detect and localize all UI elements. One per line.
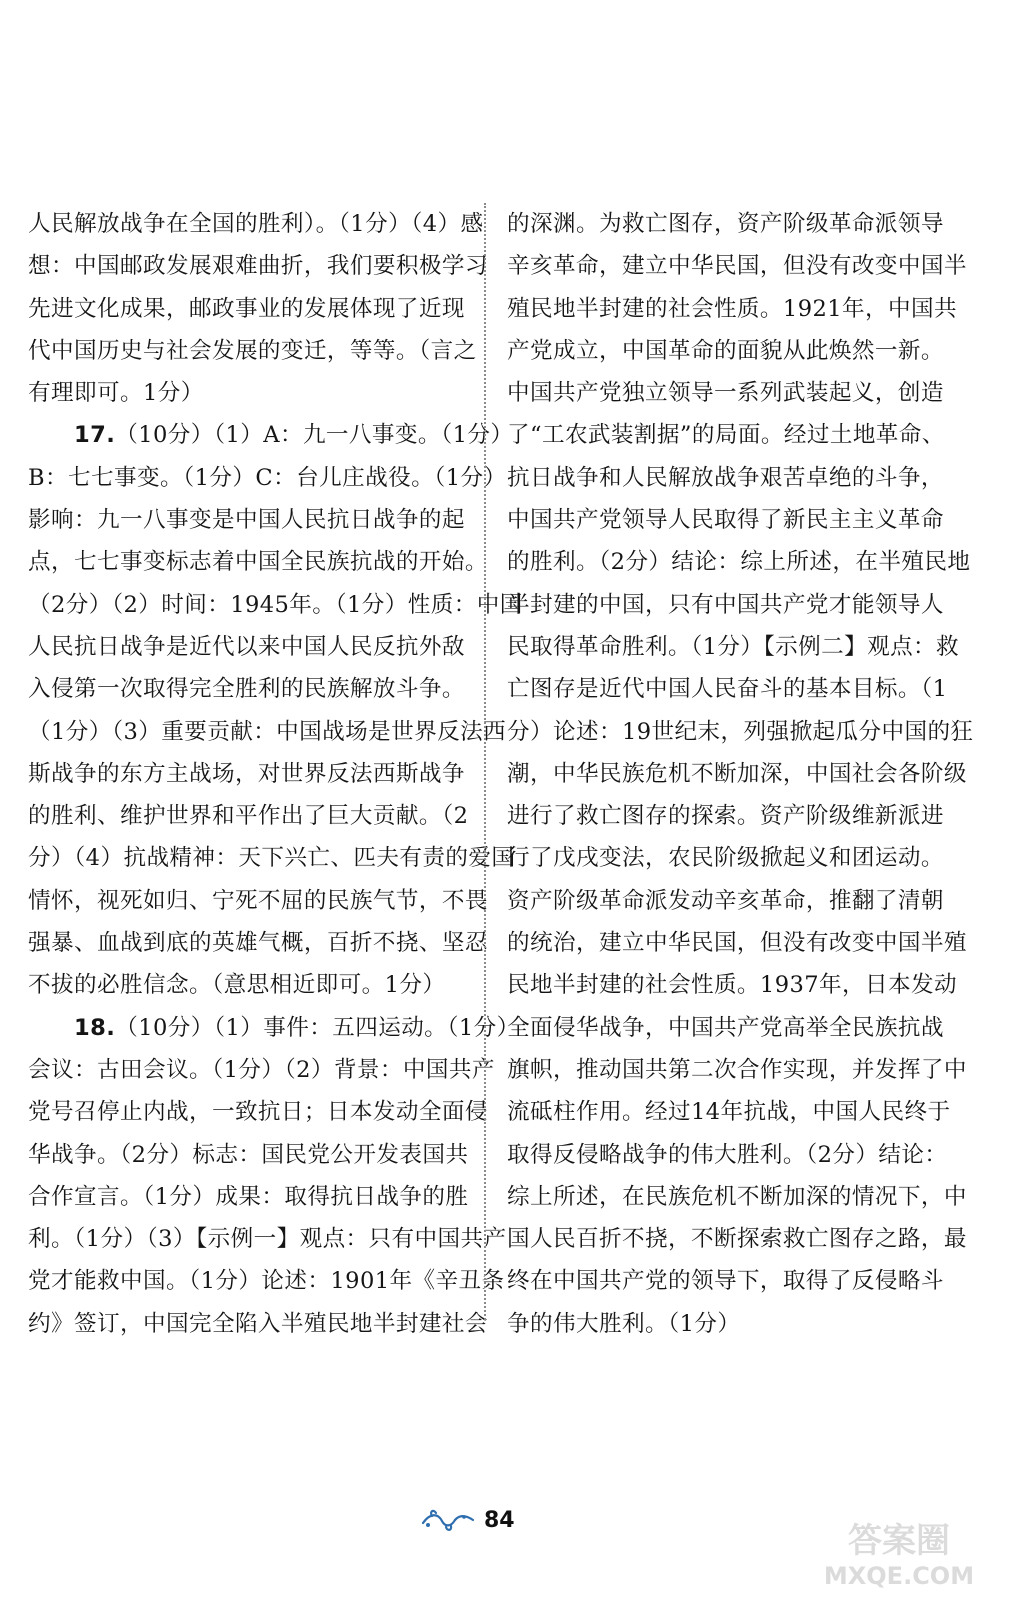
line-text: 利。（1分）（3）【示例一】观点：只有中国共产 — [28, 1226, 507, 1253]
text-line — [507, 372, 947, 414]
line-text: 资产阶级革命派发动辛亥革命，推翻了清朝 — [507, 887, 944, 914]
text-line — [507, 1176, 967, 1218]
question-number: 17. — [74, 422, 116, 449]
text-line — [28, 964, 468, 1006]
line-text: 终在中国共产党的领导下，取得了反侵略斗 — [507, 1268, 944, 1295]
page-number: 84 — [484, 1507, 515, 1533]
text-line — [28, 837, 515, 879]
line-text: 争的伟大胜利。（1分） — [507, 1310, 741, 1337]
svg-text:MXQE.COM: MXQE.COM — [823, 1562, 975, 1590]
text-line — [28, 668, 468, 710]
text-line — [507, 499, 947, 541]
text-line — [28, 1218, 507, 1260]
line-text: 的胜利、维护世界和平作出了巨大贡献。（2 — [28, 803, 469, 830]
text-line — [507, 541, 971, 583]
text-line — [28, 1303, 488, 1345]
text-line — [507, 795, 947, 837]
text-line — [28, 288, 468, 330]
line-text: 点，七七事变标志着中国全民族抗战的开始。 — [28, 549, 488, 576]
line-text: 的统治，建立中华民国，但没有改变中国半殖 — [507, 930, 967, 957]
line-text: 旗帜，推动国共第二次合作实现，并发挥了中 — [507, 1056, 967, 1083]
line-text: 合作宣言。（1分）成果：取得抗日战争的胜 — [28, 1183, 469, 1210]
text-line — [28, 711, 507, 753]
line-text: 民取得革命胜利。（1分）【示例二】观点：救 — [507, 633, 960, 660]
text-line — [28, 753, 468, 795]
line-text: 产党成立，中国革命的面貌从此焕然一新。 — [507, 337, 944, 364]
svg-text:答案圈: 答案圈 — [848, 1521, 950, 1561]
text-line — [28, 1260, 505, 1302]
question-number: 18. — [74, 1014, 116, 1041]
text-line — [507, 203, 947, 245]
text-line — [28, 880, 488, 922]
text-line — [28, 372, 468, 414]
text-line — [28, 499, 468, 541]
text-line — [507, 880, 947, 922]
text-line — [28, 626, 468, 668]
leaf-swirl-icon — [420, 1507, 476, 1533]
text-line — [28, 1134, 468, 1176]
left-column — [28, 203, 523, 1345]
line-text: 殖民地半封建的社会性质。1921年，中国共 — [507, 295, 957, 322]
line-text: 党号召停止内战，一致抗日；日本发动全面侵 — [28, 1099, 488, 1126]
text-line — [507, 753, 967, 795]
text-line — [507, 457, 947, 499]
line-text: 影响：九一八事变是中国人民抗日战争的起 — [28, 507, 465, 534]
text-line — [28, 1176, 468, 1218]
line-text: 亡图存是近代中国人民奋斗的基本目标。（1 — [507, 676, 948, 703]
text-line — [507, 964, 957, 1006]
line-text: 入侵第一次取得完全胜利的民族解放斗争。 — [28, 676, 465, 703]
text-line — [28, 1049, 495, 1091]
line-text: 情怀，视死如归、宁死不屈的民族气节，不畏 — [28, 887, 488, 914]
line-text: 国人民百折不挠，不断探索救亡图存之路，最 — [507, 1226, 967, 1253]
text-line — [507, 711, 974, 753]
text-line — [507, 922, 967, 964]
text-line — [507, 1260, 947, 1302]
line-text: 分）论述：19世纪末，列强掀起瓜分中国的狂 — [507, 718, 974, 745]
line-text: 进行了救亡图存的探索。资产阶级维新派进 — [507, 803, 944, 830]
text-line — [28, 203, 484, 245]
text-line — [507, 414, 947, 456]
text-line — [507, 1134, 947, 1176]
right-column — [507, 203, 974, 1345]
text-line — [507, 288, 957, 330]
line-text: 人民解放战争在全国的胜利）。（1分）（4）感 — [28, 211, 484, 237]
line-text: 流砥柱作用。经过14年抗战，中国人民终于 — [507, 1099, 951, 1126]
text-line — [28, 1091, 488, 1133]
line-text: （10分）（1）事件：五四运动。（1分） — [115, 1014, 520, 1041]
line-text: （10分）（1）A：九一八事变。（1分） — [115, 422, 514, 449]
line-text: 行了戊戌变法，农民阶级掀起义和团运动。 — [507, 845, 944, 872]
line-text: 代中国历史与社会发展的变迁，等等。（言之 — [28, 337, 477, 364]
text-line — [28, 245, 488, 287]
text-line — [28, 541, 488, 583]
line-text: 中国共产党独立领导一系列武装起义，创造 — [507, 380, 944, 407]
line-text: 半封建的中国，只有中国共产党才能领导人 — [507, 591, 944, 618]
text-line — [28, 1007, 520, 1049]
line-text: （2分）（2）时间：1945年。（1分）性质：中国 — [28, 591, 523, 618]
line-text: 华战争。（2分）标志：国民党公开发表国共 — [28, 1141, 469, 1168]
line-text: （1分）（3）重要贡献：中国战场是世界反法西 — [28, 718, 507, 745]
text-line — [28, 795, 468, 837]
text-line — [507, 1049, 967, 1091]
text-line — [507, 668, 947, 710]
text-line — [507, 1303, 947, 1345]
line-text: 全面侵华战争，中国共产党高举全民族抗战 — [507, 1014, 944, 1041]
line-text: 人民抗日战争是近代以来中国人民反抗外敌 — [28, 633, 465, 660]
line-text: B：七七事变。（1分）C：台儿庄战役。（1分） — [28, 464, 507, 491]
line-text: 强暴、血战到底的英雄气概，百折不挠、坚忍 — [28, 930, 488, 957]
text-line — [28, 330, 477, 372]
text-line — [507, 1007, 947, 1049]
line-text: 抗日战争和人民解放战争艰苦卓绝的斗争， — [507, 464, 944, 491]
page-footer — [420, 1500, 515, 1540]
line-text: 中国共产党领导人民取得了新民主主义革命 — [507, 507, 944, 534]
line-text: 约》签订，中国完全陷入半殖民地半封建社会 — [28, 1310, 488, 1337]
line-text: 民地半封建的社会性质。1937年，日本发动 — [507, 972, 957, 999]
line-text: 党才能救中国。（1分）论述：1901年《辛丑条 — [28, 1268, 505, 1295]
text-line — [28, 922, 488, 964]
text-line — [28, 414, 514, 456]
text-line — [507, 837, 947, 879]
line-text: 先进文化成果，邮政事业的发展体现了近现 — [28, 295, 465, 322]
line-text: 不拔的必胜信念。（意思相近即可。1分） — [28, 972, 446, 999]
line-text: 想：中国邮政发展艰难曲折，我们要积极学习 — [28, 253, 488, 280]
line-text: 综上所述，在民族危机不断加深的情况下，中 — [507, 1183, 967, 1210]
text-line — [507, 330, 947, 372]
line-text: 斯战争的东方主战场，对世界反法西斯战争 — [28, 760, 465, 787]
text-line — [507, 1091, 951, 1133]
line-text: 了“工农武装割据”的局面。经过土地革命、 — [507, 422, 945, 449]
text-line — [507, 245, 967, 287]
line-text: 的胜利。（2分）结论：综上所述，在半殖民地 — [507, 549, 971, 576]
text-line — [507, 626, 960, 668]
watermark-logo — [799, 1512, 999, 1592]
text-line — [28, 457, 507, 499]
line-text: 分）（4）抗战精神：天下兴亡、匹夫有责的爱国 — [28, 845, 515, 872]
line-text: 取得反侵略战争的伟大胜利。（2分）结论： — [507, 1141, 948, 1168]
line-text: 潮，中华民族危机不断加深，中国社会各阶级 — [507, 760, 967, 787]
line-text: 的深渊。为救亡图存，资产阶级革命派领导 — [507, 211, 944, 237]
text-line — [507, 584, 947, 626]
column-divider — [484, 203, 486, 1320]
text-line — [28, 584, 523, 626]
line-text: 有理即可。1分） — [28, 380, 204, 407]
line-text: 辛亥革命，建立中华民国，但没有改变中国半 — [507, 253, 967, 280]
text-line — [507, 1218, 967, 1260]
line-text: 会议：古田会议。（1分）（2）背景：中国共产 — [28, 1056, 495, 1083]
